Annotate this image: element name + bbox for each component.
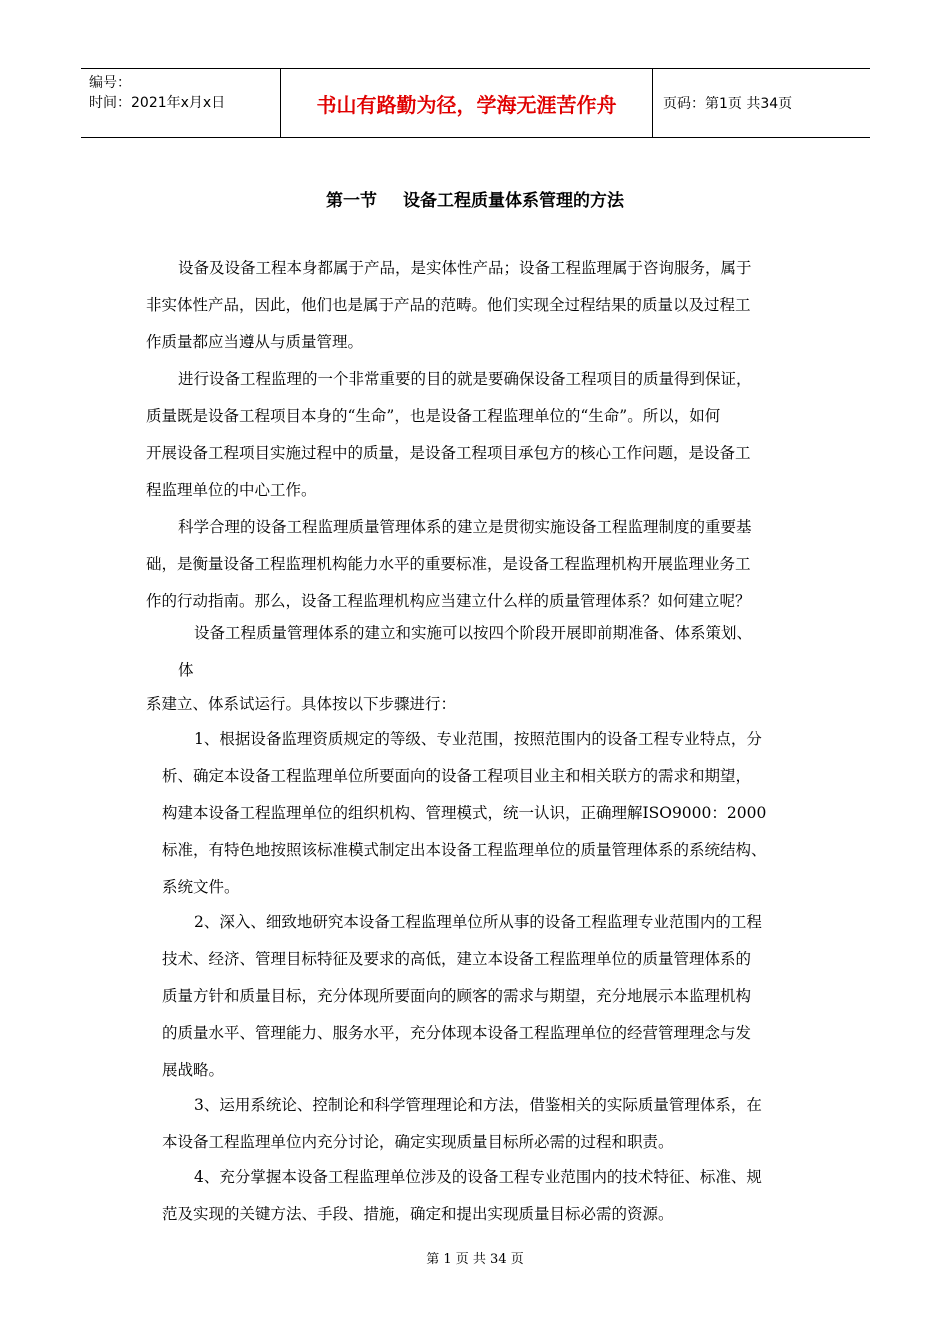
text-line: 本设备工程监理单位内充分讨论，确定实现质量目标所必需的过程和职责。: [162, 1133, 674, 1151]
motto: 书山有路勤为径，学海无涯苦作舟: [281, 69, 653, 137]
section-heading: 设备工程质量体系管理的方法: [403, 191, 624, 211]
text-line: 体: [178, 661, 194, 679]
text-line: 质量既是设备工程项目本身的“生命”，也是设备工程监理单位的“生命”。所以，如何: [146, 407, 721, 425]
text-line: 程监理单位的中心工作。: [146, 481, 317, 499]
text-line: 设备及设备工程本身都属于产品，是实体性产品；设备工程监理属于咨询服务，属于: [178, 259, 752, 277]
text-line: 范及实现的关键方法、手段、措施，确定和提出实现质量目标必需的资源。: [162, 1205, 674, 1223]
text-line: 开展设备工程项目实施过程中的质量，是设备工程项目承包方的核心工作问题，是设备工: [146, 444, 751, 462]
date-label: 时间：2021年x月x日: [89, 95, 226, 111]
text-line: 4、充分掌握本设备工程监理单位涉及的设备工程专业范围内的技术特征、标准、规: [194, 1168, 762, 1186]
text-line: 系统文件。: [162, 878, 240, 896]
serial-label: 编号：: [89, 75, 131, 91]
text-line: 质量方针和质量目标，充分体现所要面向的顾客的需求与期望，充分地展示本监理机构: [162, 987, 752, 1005]
page-title: [0, 186, 950, 211]
section-label: 第一节: [326, 191, 377, 211]
text-line: 构建本设备工程监理单位的组织机构、管理模式，统一认识，正确理解ISO9000：2000: [162, 804, 767, 822]
text-line: 系建立、体系试运行。具体按以下步骤进行：: [146, 695, 457, 713]
text-line: 3、运用系统论、控制论和科学管理理论和方法，借鉴相关的实际质量管理体系，在: [194, 1096, 762, 1114]
text-line: 作的行动指南。那么，设备工程监理机构应当建立什么样的质量管理体系？如何建立呢？: [146, 592, 751, 610]
text-line: 2、深入、细致地研究本设备工程监理单位所从事的设备工程监理专业范围内的工程: [194, 913, 762, 931]
text-line: 进行设备工程监理的一个非常重要的目的就是要确保设备工程项目的质量得到保证，: [178, 370, 752, 388]
text-line: 的质量水平、管理能力、服务水平，充分体现本设备工程监理单位的经营管理理念与发: [162, 1024, 752, 1042]
text-line: 非实体性产品，因此，他们也是属于产品的范畴。他们实现全过程结果的质量以及过程工: [146, 296, 751, 314]
text-line: 析、确定本设备工程监理单位所要面向的设备工程项目业主和相关联方的需求和期望，: [162, 767, 752, 785]
header-left-cell: [81, 69, 281, 137]
text-line: 础，是衡量设备工程监理机构能力水平的重要标准，是设备工程监理机构开展监理业务工: [146, 555, 751, 573]
text-line: 设备工程质量管理体系的建立和实施可以按四个阶段开展即前期准备、体系策划、: [194, 624, 753, 642]
page-footer: 第 1 页 共 34 页: [426, 1252, 524, 1267]
text-line: 科学合理的设备工程监理质量管理体系的建立是贯彻实施设备工程监理制度的重要基: [178, 518, 752, 536]
text-line: 1、根据设备监理资质规定的等级、专业范围，按照范围内的设备工程专业特点，分: [194, 730, 762, 748]
text-line: 展战略。: [162, 1061, 225, 1079]
header-table: [81, 68, 870, 138]
page-info: 页码：第1页 共34页: [663, 96, 793, 112]
text-line: 标准，有特色地按照该标准模式制定出本设备工程监理单位的质量管理体系的系统结构、: [162, 841, 767, 859]
text-line: 作质量都应当遵从与质量管理。: [146, 333, 364, 351]
text-line: 技术、经济、管理目标特征及要求的高低，建立本设备工程监理单位的质量管理体系的: [162, 950, 752, 968]
